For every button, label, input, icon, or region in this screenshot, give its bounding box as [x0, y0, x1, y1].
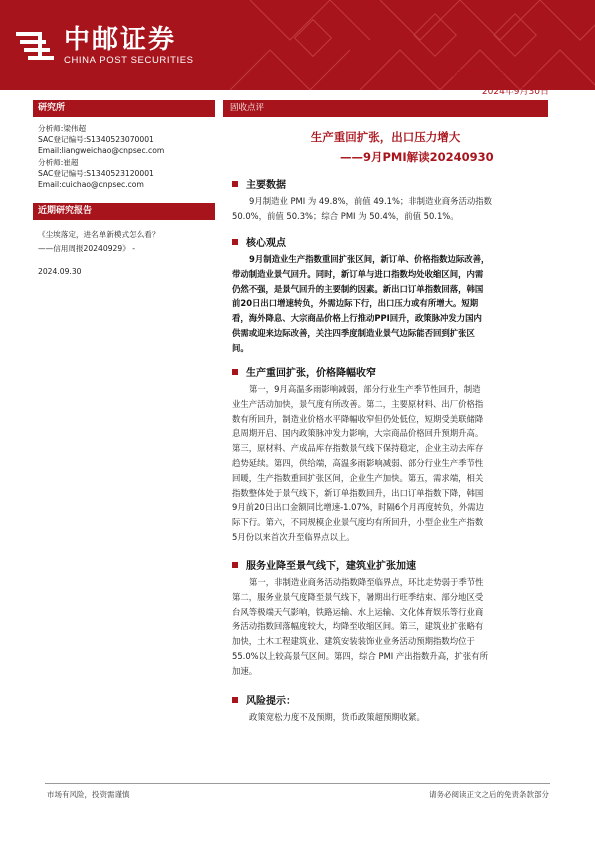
analyst-1-name: 分析师:梁伟超 — [38, 124, 87, 133]
report-subtitle: ——9月PMI解读20240930 — [340, 150, 494, 164]
section-body-risk: 政策宽松力度不及预期，货币政策超预期收紧。 — [249, 712, 425, 722]
section-heading-key-data: 主要数据 — [232, 176, 286, 191]
footer-divider — [45, 783, 550, 784]
report-title: 生产重回扩张，出口压力增大 — [310, 130, 461, 144]
bullet-icon — [232, 697, 238, 703]
section-heading-risk: 风险提示： — [232, 692, 296, 707]
footer-disclaimer-note: 请务必阅读正文之后的免责条款部分 — [429, 790, 549, 799]
analyst-2-sac: SAC登记编号:S1340523120001 — [38, 168, 154, 178]
logo-chinese-name: 中邮证券 — [64, 25, 177, 55]
bullet-icon — [232, 181, 238, 187]
bullet-icon — [232, 562, 238, 568]
section-body-core-view: 9月制造业生产指数重回扩张区间，新订单、价格指数边际改善， 带动制造业景气回升。同时，新订单与进口指数均处收缩区间，内需 仍然不强，是景气回升的主要制约因素。新出口订单指数回落，韩国 前20日出口增速转负，外需边际下行，出口压力或有所增大。短期 看，海外降息、大宗商品价格上行推动PPI回升，政策脉冲发力国内 供需或迎来边际改善，关注四季度制造业景气边际能否回到扩张区 间。 — [232, 254, 490, 353]
report-category: 证券研究报告：固定收益报告 — [431, 69, 549, 79]
recent-reports-list — [38, 228, 160, 279]
section-heading-services: 服务业降至景气线下，建筑业扩张加速 — [232, 557, 416, 572]
analyst-1-email[interactable]: Email:liangweichao@cnpsec.com — [38, 146, 165, 156]
analyst-1-sac: SAC登记编号:S1340523070001 — [38, 135, 154, 145]
section-body-services: 第一，非制造业商务活动指数降至临界点，环比走势弱于季节性 第二，服务业景气度降至景气线下，暑期出行旺季结束、部分地区受 台风等极端天气影响，铁路运输、水上运输、文化体育娱乐等行业商 务活动指数回落幅度较大，均降至收缩区间。第三，建筑业扩张略有 加快，土木工程建筑业、建筑安装装饰业业务活动预期指数均位于 55.0%以上较高景气区间。第四，综合 PMI 产出指数升高，扩张有所 加速。 — [232, 577, 489, 676]
report-type-tag: 固收点评 — [223, 100, 548, 117]
recent-reports-title: 近期研究报告 — [33, 203, 215, 220]
bullet-icon — [232, 239, 238, 245]
section-body-key-data: 9月制造业 PMI 为 49.8%，前值 49.1%；非制造业商务活动指数 50.0%，前值 50.3%；综合 PMI 为 50.4%，前值 50.1%。 — [232, 196, 493, 221]
analyst-2-name: 分析师:崔超 — [38, 157, 79, 167]
china-post-logo-icon — [14, 28, 56, 64]
analyst-2-email[interactable]: Email:cuichao@cnpsec.com — [38, 180, 144, 190]
company-logo — [14, 26, 194, 66]
recent-report-line-1[interactable]: 《尘埃落定，进名单新模式怎么看？ — [38, 230, 160, 239]
recent-report-date: 2024.09.30 — [38, 267, 82, 276]
researcher-list — [38, 123, 164, 190]
researcher-section-title: 研究所 — [33, 100, 215, 117]
report-date: 2024年9月30日 — [481, 87, 549, 97]
footer-risk-note: 市场有风险，投资需谨慎 — [47, 790, 130, 799]
logo-english-name: CHINA POST SECURITIES — [64, 55, 194, 66]
bullet-icon — [232, 369, 238, 375]
section-heading-core-view: 核心观点 — [232, 234, 286, 249]
section-body-production: 第一，9月高温多雨影响减弱，部分行业生产季节性回升，制造 业生产活动加快，景气度有所改善。第二，主要原材料、出厂价格指 数有所回升，制造业价格水平降幅收窄但仍处低位，短期受美联储降 息周期开启、国内政策脉冲发力影响，大宗商品价格回升预期升高。 第三，原材料、产成品库存指数景气线下保持稳定，企业主动去库存 趋势延续。第四，供给端，高温多雨影响减弱、部分行业生产季节性 回暖，生产指数重回扩张区间，企业生产加快。第五，需求端，相关 指数整体处于景气线下，新订单指数回升，出口订单指数下降，韩国 9月前20日出口金额同比增速-1.07%，时隔6个月再度转负，外需边 际下行。第六，不同规模企业景气度均有所回升，小型企业生产指数 5月份以来首次升至临界点以上。 — [232, 384, 484, 542]
recent-report-line-2[interactable]: ——信用周报20240929》 - — [38, 243, 135, 253]
section-heading-production: 生产重回扩张，价格降幅收窄 — [232, 364, 376, 379]
